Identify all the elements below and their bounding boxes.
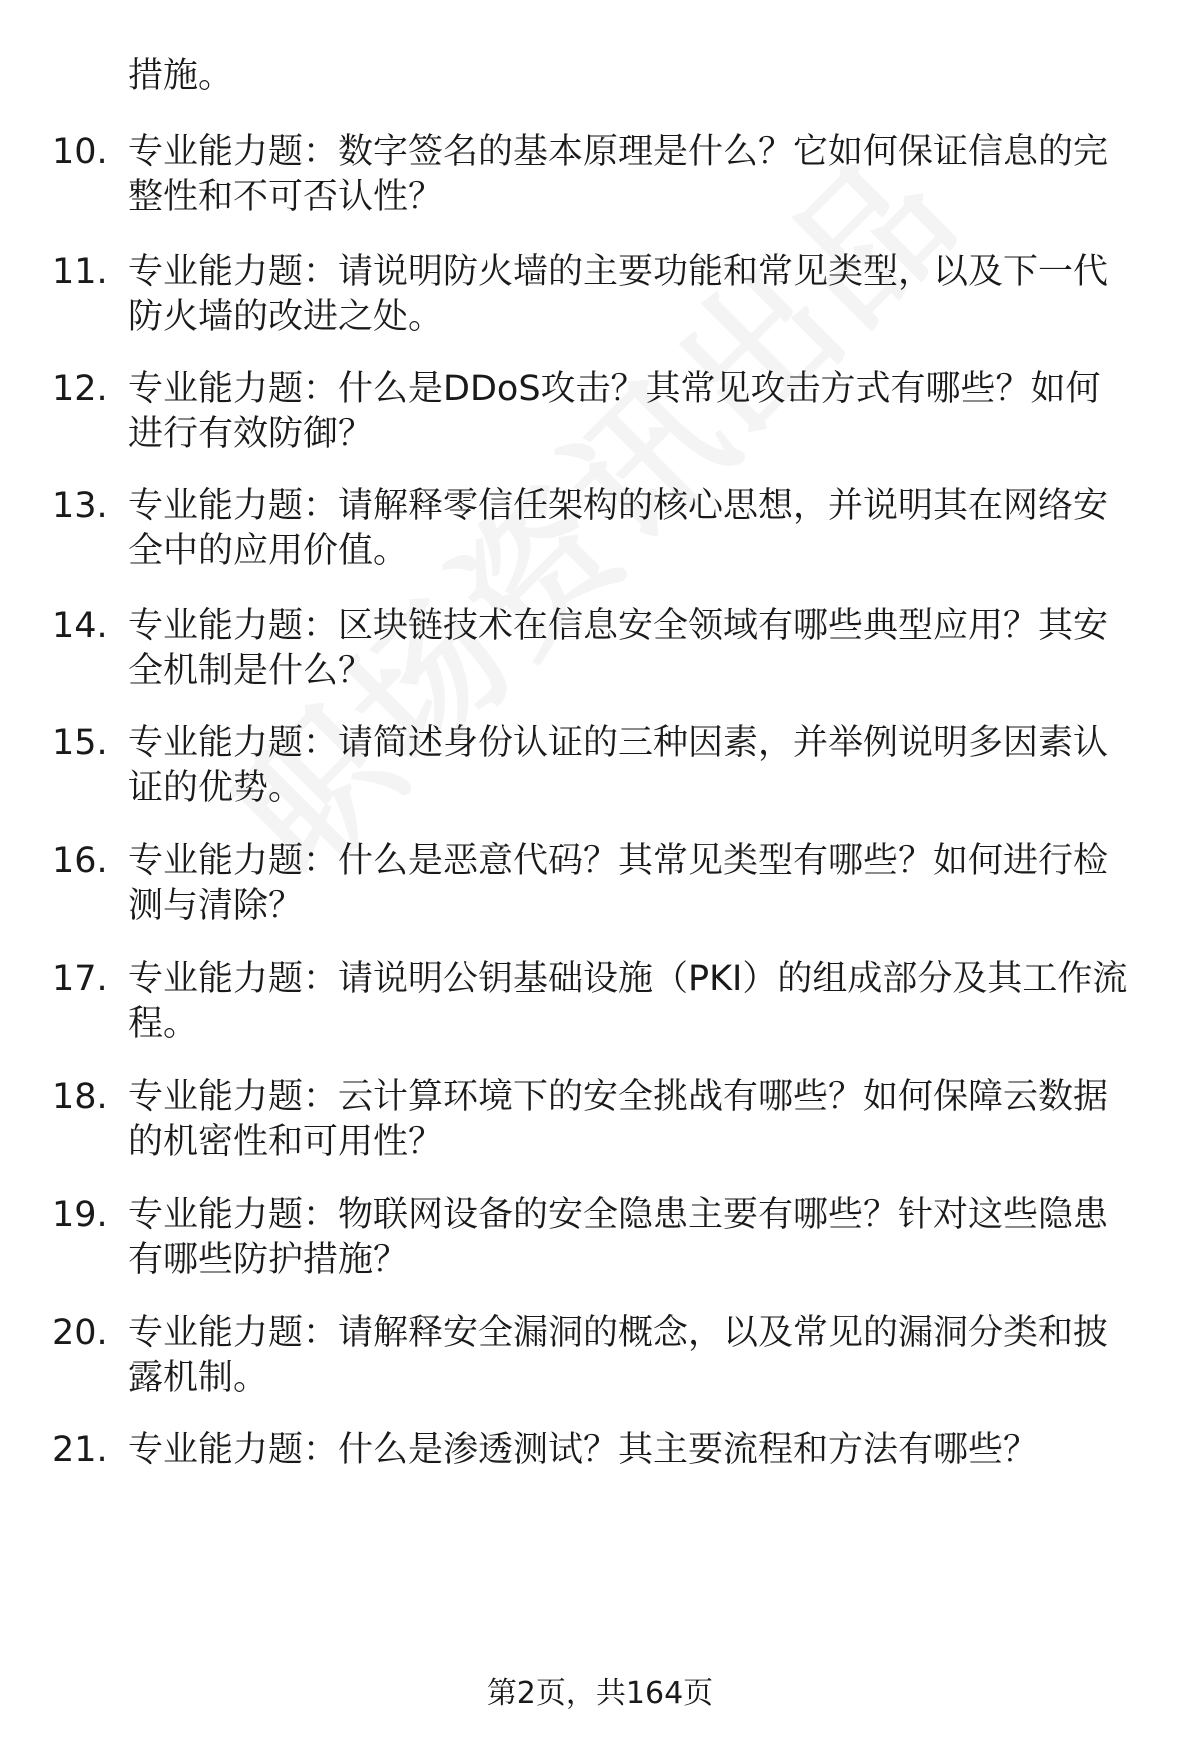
item-text: 专业能力题：区块链技术在信息安全领域有哪些典型应用？其安 — [128, 606, 1109, 646]
item-number: 16. — [52, 841, 108, 881]
item-text: 全机制是什么？ — [128, 651, 374, 691]
item-text: 露机制。 — [128, 1358, 269, 1398]
item-text: 进行有效防御？ — [128, 414, 374, 454]
item-number: 18. — [52, 1077, 108, 1117]
item-number: 20. — [52, 1313, 108, 1353]
item-number: 12. — [52, 369, 108, 409]
item-text: 专业能力题：什么是渗透测试？其主要流程和方法有哪些？ — [128, 1430, 1039, 1470]
item-number: 19. — [52, 1195, 108, 1235]
item-number: 11. — [52, 252, 108, 292]
item-number: 14. — [52, 606, 108, 646]
item-number: 15. — [52, 723, 108, 763]
item-text: 专业能力题：云计算环境下的安全挑战有哪些？如何保障云数据 — [128, 1077, 1109, 1117]
item-text: 专业能力题：数字签名的基本原理是什么？它如何保证信息的完 — [128, 132, 1109, 172]
item-text: 专业能力题：请简述身份认证的三种因素，并举例说明多因素认 — [128, 723, 1109, 763]
item-text: 专业能力题：什么是DDoS攻击？其常见攻击方式有哪些？如何 — [128, 369, 1101, 409]
item-text: 专业能力题：请解释零信任架构的核心思想，并说明其在网络安 — [128, 486, 1109, 526]
item-number: 17. — [52, 959, 108, 999]
item-text: 证的优势。 — [128, 768, 304, 808]
item-number: 13. — [52, 486, 108, 526]
item-number: 10. — [52, 132, 108, 172]
item-text: 的机密性和可用性？ — [128, 1122, 444, 1162]
item-text: 测与清除？ — [128, 886, 304, 926]
item-text: 专业能力题：什么是恶意代码？其常见类型有哪些？如何进行检 — [128, 841, 1109, 881]
item-text: 整性和不可否认性？ — [128, 177, 444, 217]
page-footer: 第2页，共164页 — [486, 1676, 714, 1711]
item-text: 专业能力题：物联网设备的安全隐患主要有哪些？针对这些隐患 — [128, 1195, 1109, 1235]
item-text: 全中的应用价值。 — [128, 531, 409, 571]
item-number: 21. — [52, 1430, 108, 1470]
item-text: 防火墙的改进之处。 — [128, 297, 444, 337]
item-text: 有哪些防护措施？ — [128, 1240, 409, 1280]
item-text: 专业能力题：请解释安全漏洞的概念，以及常见的漏洞分类和披 — [128, 1313, 1109, 1353]
item-text: 专业能力题：请说明防火墙的主要功能和常见类型，以及下一代 — [128, 252, 1109, 292]
item-text: 专业能力题：请说明公钥基础设施（PKI）的组成部分及其工作流 — [128, 959, 1128, 999]
item-text: 程。 — [128, 1004, 199, 1044]
continuation-text: 措施。 — [128, 56, 234, 96]
